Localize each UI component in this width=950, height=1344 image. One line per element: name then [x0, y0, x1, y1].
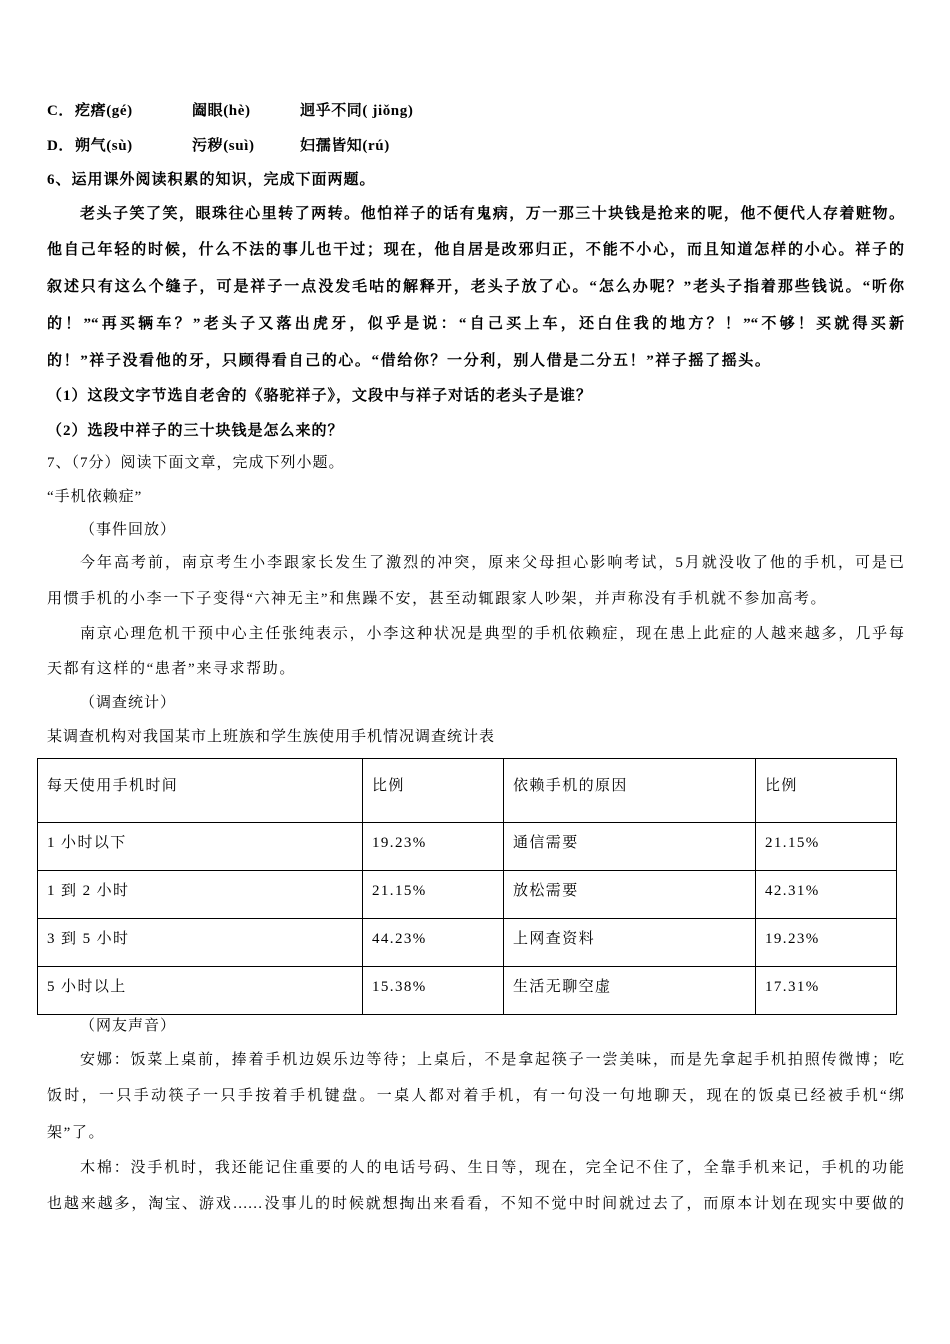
paragraph-line: 天都有这样的“患者”来寻求帮助。 — [47, 661, 296, 677]
section-label-event: （事件回放） — [80, 522, 177, 538]
table-row — [38, 967, 897, 1015]
table-row — [38, 871, 897, 919]
table-header-cell: 比例 — [756, 759, 897, 823]
option-word: 朔气(sù) — [75, 138, 133, 154]
article-title: “手机依赖症” — [47, 489, 143, 505]
table-header-cell: 每天使用手机时间 — [38, 759, 363, 823]
option-d — [47, 135, 567, 157]
paragraph-line: 安娜：饭菜上桌前，捧着手机边娱乐边等待；上桌后，不是拿起筷子一尝美味，而是先拿起手机拍照传微博；吃 — [80, 1052, 904, 1068]
option-word: 迥乎不同( jiǒng) — [300, 103, 414, 119]
table-row — [38, 919, 897, 967]
table-cell: 上网查资料 — [504, 919, 756, 967]
option-word: 污秽(suì) — [192, 138, 255, 154]
passage-line: 的！”“再买辆车？”老头子又落出虎牙，似乎是说：“自己买上车，还白住我的地方？！”“不够！买就得买新 — [47, 316, 904, 332]
table-cell: 21.15% — [756, 823, 897, 871]
table-cell: 44.23% — [363, 919, 504, 967]
question-7-title: 7、（7分）阅读下面文章，完成下列小题。 — [47, 455, 345, 471]
table-cell: 17.31% — [756, 967, 897, 1015]
table-cell: 15.38% — [363, 967, 504, 1015]
paragraph-line: 饭时，一只手动筷子一只手按着手机键盘。一桌人都对着手机，有一句没一句地聊天，现在的饭桌已经被手机“绑 — [47, 1088, 904, 1104]
table-cell: 19.23% — [363, 823, 504, 871]
table-row — [38, 823, 897, 871]
sub-question-2: （2）选段中祥子的三十块钱是怎么来的？ — [47, 423, 344, 439]
option-word: 妇孺皆知(rú) — [300, 138, 390, 154]
section-label-survey: （调查统计） — [80, 695, 177, 711]
table-header-cell: 比例 — [363, 759, 504, 823]
table-cell: 通信需要 — [504, 823, 756, 871]
passage-line: 叙述只有这么个缝子，可是祥子一点没发毛咕的解释开，老头子放了心。“怎么办呢？”老头子指着那些钱说。“听你 — [47, 279, 904, 295]
table-cell: 1 小时以下 — [38, 823, 363, 871]
paragraph-line: 架”了。 — [47, 1125, 106, 1141]
table-cell: 1 到 2 小时 — [38, 871, 363, 919]
table-cell: 放松需要 — [504, 871, 756, 919]
paragraph-line: 今年高考前，南京考生小李跟家长发生了激烈的冲突，原来父母担心影响考试，5月就没收了他的手机，可是已 — [80, 555, 904, 571]
option-c — [47, 100, 567, 122]
paragraph-line: 木棉：没手机时，我还能记住重要的人的电话号码、生日等，现在，完全记不住了，全靠手机来记，手机的功能 — [80, 1160, 904, 1176]
option-word: 阖眼(hè) — [192, 103, 251, 119]
paragraph-line: 也越来越多，淘宝、游戏……没事儿的时候就想掏出来看看，不知不觉中时间就过去了，而原本计划在现实中要做的 — [47, 1196, 904, 1212]
passage-line: 他自己年轻的时候，什么不法的事儿也干过；现在，他自居是改邪归正，不能不小心，而且知道怎样的小心。祥子的 — [47, 242, 904, 258]
question-6-title: 6、运用课外阅读积累的知识，完成下面两题。 — [47, 172, 376, 188]
option-word: 疙瘩(gé) — [75, 103, 133, 119]
section-label-voices: （网友声音） — [80, 1018, 177, 1034]
table-cell: 5 小时以上 — [38, 967, 363, 1015]
survey-table — [37, 758, 897, 1015]
table-header-cell: 依赖手机的原因 — [504, 759, 756, 823]
sub-question-1: （1）这段文字节选自老舍的《骆驼祥子》，文段中与祥子对话的老头子是谁？ — [47, 388, 593, 404]
table-cell: 21.15% — [363, 871, 504, 919]
option-label: D． — [47, 138, 75, 154]
table-cell: 生活无聊空虚 — [504, 967, 756, 1015]
table-cell: 3 到 5 小时 — [38, 919, 363, 967]
paragraph-line: 用惯手机的小李一下子变得“六神无主”和焦躁不安，甚至动辄跟家人吵架，并声称没有手机就不参加高考。 — [47, 591, 828, 607]
paragraph-line: 南京心理危机干预中心主任张纯表示，小李这种状况是典型的手机依赖症，现在患上此症的人越来越多，几乎每 — [80, 626, 904, 642]
passage-line: 的！”祥子没看他的牙，只顾得看自己的心。“借给你？一分利，别人借是二分五！”祥子摇了摇头。 — [47, 353, 772, 369]
passage-line: 老头子笑了笑，眼珠往心里转了两转。他怕祥子的话有鬼病，万一那三十块钱是抢来的呢，他不便代人存着赃物。 — [80, 206, 904, 222]
table-cell: 19.23% — [756, 919, 897, 967]
option-label: C． — [47, 103, 75, 119]
table-caption: 某调查机构对我国某市上班族和学生族使用手机情况调查统计表 — [47, 729, 496, 745]
table-header-row — [38, 759, 897, 823]
table-cell: 42.31% — [756, 871, 897, 919]
